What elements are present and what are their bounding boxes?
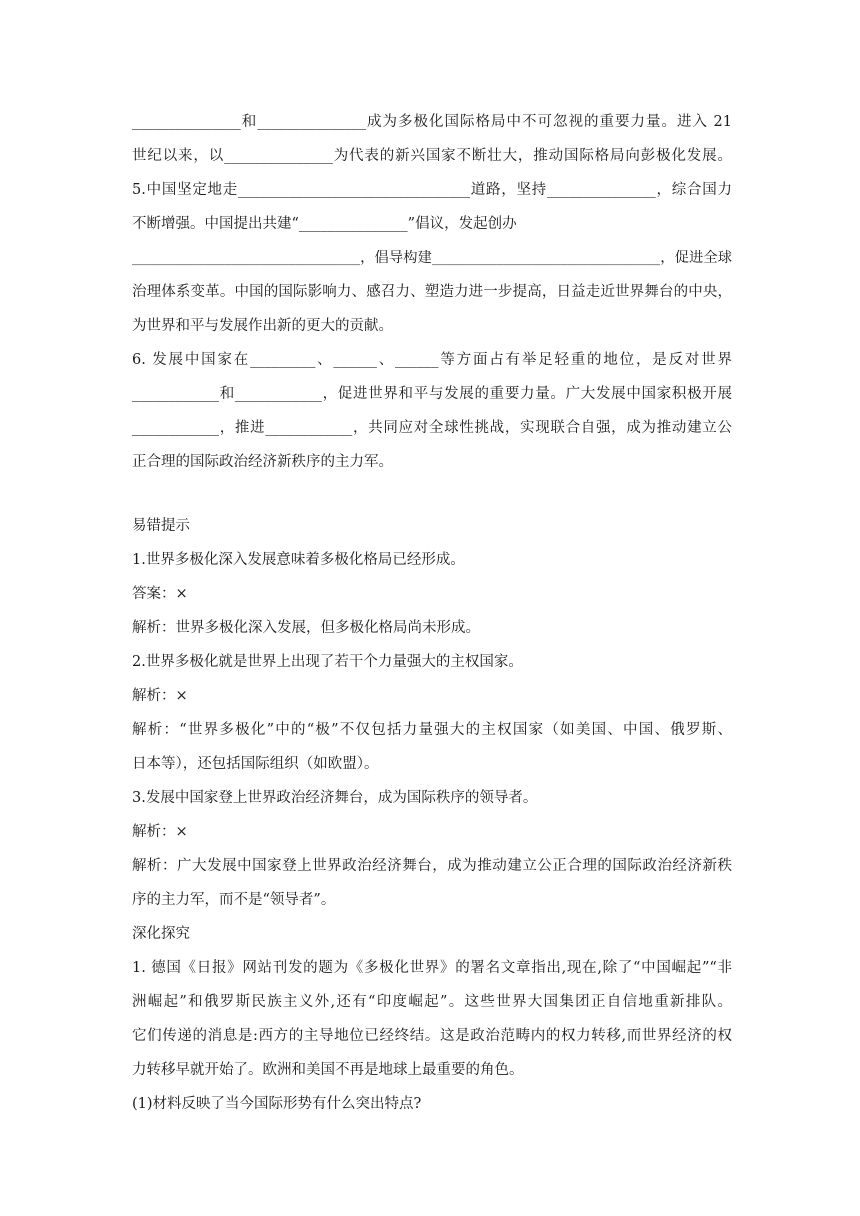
fill-in-line: 正合理的国际政治经济新秩序的主力军。	[132, 454, 393, 470]
error-tip-line: 3.发展中国家登上世界政治经济舞台，成为国际秩序的领导者。	[132, 790, 538, 806]
error-tip-line: 解析：×	[132, 824, 188, 840]
fill-in-line: 治理体系变革。中国的国际影响力、感召力、塑造力进一步提高，日益走近世界舞台的中央，	[132, 284, 732, 300]
fill-in-line: 不断增强。中国提出共建“_______________”倡议，发起创办	[132, 216, 517, 232]
error-tip-line: 日本等），还包括国际组织（如欧盟）。	[132, 756, 379, 772]
fill-in-line: 为世界和平与发展作出新的更大的贡献。	[132, 318, 393, 334]
deep-inquiry-line: 力转移早就开始了。欧洲和美国不再是地球上最重要的角色。	[132, 1062, 524, 1078]
error-tip-line: 答案：×	[132, 586, 188, 602]
deep-inquiry-question: (1)材料反映了当今国际形势有什么突出特点?	[132, 1096, 422, 1112]
deep-inquiry-heading: 深化探究	[132, 926, 190, 942]
error-tip-line: 序的主力军，而不是“领导者”。	[132, 892, 336, 908]
fill-in-line: 世纪以来，以_______________为代表的新兴国家不断壮大，推动国际格局向彭极化发展。	[132, 148, 732, 164]
error-tip-line: 解析：“世界多极化”中的“极”不仅包括力量强大的主权国家（如美国、中国、俄罗斯、	[132, 722, 732, 738]
error-tips-heading: 易错提示	[132, 518, 190, 534]
error-tip-line: 解析：广大发展中国家登上世界政治经济舞台，成为推动建立公正合理的国际政治经济新秩	[132, 858, 732, 874]
deep-inquiry-line: 洲崛起”和俄罗斯民族主义外,还有“印度崛起”。这些世界大国集团正自信地重新排队。	[132, 994, 732, 1010]
fill-in-line: 6. 发展中国家在_________、______、______等方面占有举足轻重的地位，是反对世界	[132, 352, 732, 368]
error-tip-line: 2.世界多极化就是世界上出现了若干个力量强大的主权国家。	[132, 654, 523, 670]
deep-inquiry-line: 1. 德国《日报》网站刊发的题为《多极化世界》的署名文章指出,现在,除了“中国崛起”“非	[132, 960, 732, 976]
fill-in-line: ____________，推进____________，共同应对全球性挑战，实现联合自强，成为推动建立公	[132, 420, 732, 436]
error-tip-line: 解析：世界多极化深入发展，但多极化格局尚未形成。	[132, 620, 480, 636]
deep-inquiry-line: 它们传递的消息是:西方的主导地位已经终结。这是政治范畴内的权力转移,而世界经济的权	[132, 1028, 732, 1044]
fill-in-line: 5.中国坚定地走________________________________道路，坚持_______________，综合国力	[132, 182, 732, 198]
fill-in-line: _______________和_______________成为多极化国际格局中不可忽视的重要力量。进入 21	[132, 114, 732, 130]
fill-in-line: ____________和____________，促进世界和平与发展的重要力量。广大发展中国家积极开展	[132, 386, 732, 402]
error-tip-line: 1.世界多极化深入发展意味着多极化格局已经形成。	[132, 552, 465, 568]
fill-in-line: ________________________________，倡导构建________________________________，促进全球	[132, 250, 732, 266]
error-tip-line: 解析：×	[132, 688, 188, 704]
